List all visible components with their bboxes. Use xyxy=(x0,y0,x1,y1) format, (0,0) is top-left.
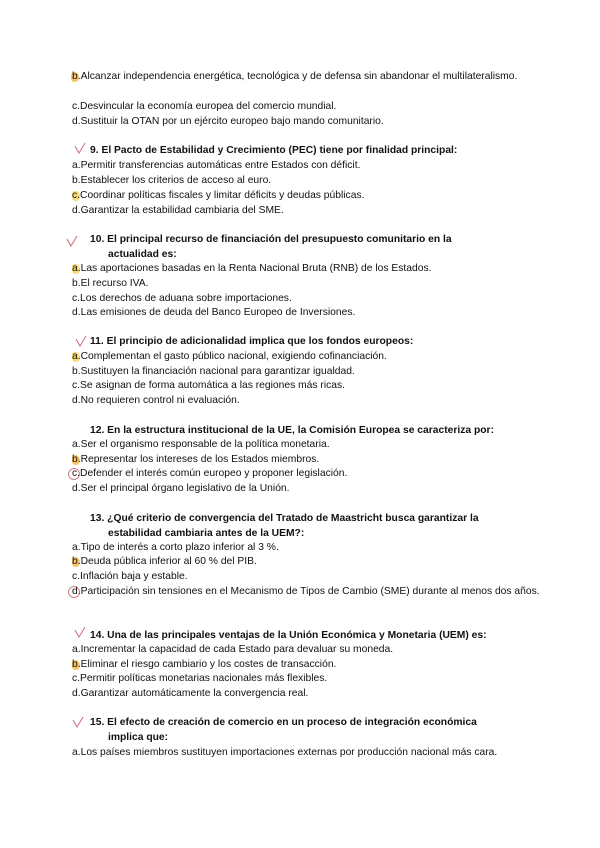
question-15-line2: implica que: xyxy=(108,732,169,743)
option-9c: c.Coordinar políticas fiscales y limitar déficits y deudas públicas. xyxy=(72,190,365,201)
check-mark-icon xyxy=(72,716,84,728)
question-10-line2: actualidad es: xyxy=(108,249,177,260)
option-11d: d.No requieren control ni evaluación. xyxy=(72,395,240,406)
option-13b: b.Deuda pública inferior al 60 % del PIB. xyxy=(72,556,257,567)
question-10-line1: 10. El principal recurso de financiación del presupuesto comunitario en la xyxy=(90,234,452,245)
option-9b: b.Establecer los criterios de acceso al euro. xyxy=(72,175,272,186)
option-10d: d.Las emisiones de deuda del Banco Europeo de Inversiones. xyxy=(72,307,356,318)
option-12d: d.Ser el principal órgano legislativo de la Unión. xyxy=(72,483,290,494)
option-14a: a.Incrementar la capacidad de cada Estado para devaluar su moneda. xyxy=(72,644,394,655)
option-9d: d.Garantizar la estabilidad cambiaria del SME. xyxy=(72,205,284,216)
option-13a: a.Tipo de interés a corto plazo inferior al 3 %. xyxy=(72,542,279,553)
check-mark-icon xyxy=(66,235,78,247)
option-14b: b.Eliminar el riesgo cambiario y los costes de transacción. xyxy=(72,659,337,670)
question-11: 11. El principio de adicionalidad implica que los fondos europeos: xyxy=(90,336,414,347)
option-15a: a.Los países miembros sustituyen importaciones externas por producción nacional más cara. xyxy=(72,747,498,758)
option-10b: b.El recurso IVA. xyxy=(72,278,149,289)
question-9: 9. El Pacto de Estabilidad y Crecimiento (PEC) tiene por finalidad principal: xyxy=(90,145,458,156)
option-10c: c.Los derechos de aduana sobre importaciones. xyxy=(72,293,292,304)
option-10a: a.Las aportaciones basadas en la Renta Nacional Bruta (RNB) de los Estados. xyxy=(72,263,432,274)
question-13-line1: 13. ¿Qué criterio de convergencia del Tratado de Maastricht busca garantizar la xyxy=(90,513,479,524)
option-c-top: c.Desvincular la economía europea del comercio mundial. xyxy=(72,101,337,112)
option-12c: c.Defender el interés común europeo y proponer legislación. xyxy=(72,468,348,479)
question-12: 12. En la estructura institucional de la UE, la Comisión Europea se caracteriza por: xyxy=(90,425,494,436)
option-13c: c.Inflación baja y estable. xyxy=(72,571,188,582)
option-b-top: b.Alcanzar independencia energética, tecnológica y de defensa sin abandonar el multilateralismo. xyxy=(72,71,518,82)
question-14: 14. Una de las principales ventajas de la Unión Económica y Monetaria (UEM) es: xyxy=(90,630,487,641)
option-11b: b.Sustituyen la financiación nacional para garantizar igualdad. xyxy=(72,366,355,377)
option-d-top: d.Sustituir la OTAN por un ejército europeo bajo mando comunitario. xyxy=(72,116,384,127)
check-mark-icon xyxy=(74,142,86,154)
option-13d: d.Participación sin tensiones en el Mecanismo de Tipos de Cambio (SME) durante al menos dos años. xyxy=(72,586,540,597)
question-15-line1: 15. El efecto de creación de comercio en un proceso de integración económica xyxy=(90,717,477,728)
option-12a: a.Ser el organismo responsable de la política monetaria. xyxy=(72,439,330,450)
option-14d: d.Garantizar automáticamente la convergencia real. xyxy=(72,688,309,699)
option-11c: c.Se asignan de forma automática a las regiones más ricas. xyxy=(72,380,346,391)
question-13-line2: estabilidad cambiaria antes de la UEM?: xyxy=(108,528,305,539)
option-11a: a.Complementan el gasto público nacional, exigiendo cofinanciación. xyxy=(72,351,387,362)
option-9a: a.Permitir transferencias automáticas entre Estados con déficit. xyxy=(72,160,361,171)
check-mark-icon xyxy=(75,335,87,347)
check-mark-icon xyxy=(74,626,86,638)
option-12b: b.Representar los intereses de los Estados miembros. xyxy=(72,454,320,465)
option-14c: c.Permitir políticas monetarias nacionales más flexibles. xyxy=(72,673,328,684)
